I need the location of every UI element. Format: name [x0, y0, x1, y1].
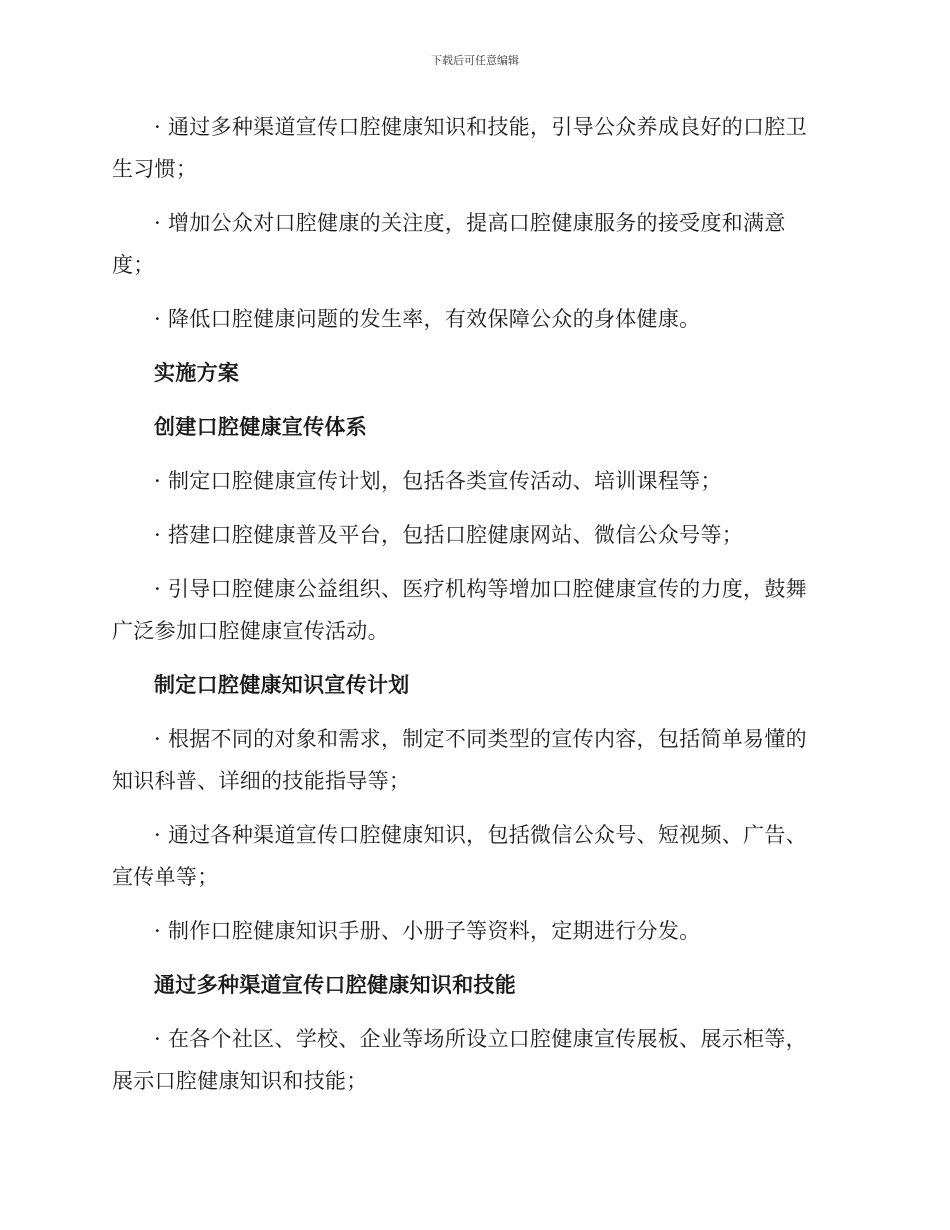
- header-note: 下载后可任意编辑: [431, 54, 519, 67]
- subsection-heading: 创建口腔健康宣传体系: [154, 414, 367, 439]
- bullet-paragraph: · 制作口腔健康知识手册、小册子等资料，定期进行分发。: [154, 919, 701, 943]
- bullet-paragraph: · 搭建口腔健康普及平台，包括口腔健康网站、微信公众号等；: [154, 523, 744, 547]
- section-heading: 实施方案: [154, 360, 240, 385]
- bullet-paragraph: · 通过多种渠道宣传口腔健康知识和技能，引导公众养成良好的口腔卫生习惯；: [112, 115, 807, 181]
- bullet-paragraph: · 通过各种渠道宣传口腔健康知识，包括微信公众号、短视频、广告、宣传单等；: [112, 823, 807, 889]
- subsection-heading: 制定口腔健康知识宣传计划: [154, 672, 410, 697]
- subsection-heading: 通过多种渠道宣传口腔健康知识和技能: [154, 972, 517, 997]
- bullet-paragraph: · 在各个社区、学校、企业等场所设立口腔健康宣传展板、展示柜等，展示口腔健康知识和技能；: [112, 1027, 807, 1093]
- bullet-paragraph: · 根据不同的对象和需求，制定不同类型的宣传内容，包括简单易懂的知识科普、详细的技能指导等；: [112, 727, 807, 793]
- bullet-paragraph: · 制定口腔健康宣传计划，包括各类宣传活动、培训课程等；: [154, 469, 722, 493]
- bullet-paragraph: · 增加公众对口腔健康的关注度，提高口腔健康服务的接受度和满意度；: [112, 211, 786, 277]
- bullet-paragraph: · 引导口腔健康公益组织、医疗机构等增加口腔健康宣传的力度，鼓舞广泛参加口腔健康宣传活动。: [112, 577, 807, 643]
- bullet-paragraph: · 降低口腔健康问题的发生率，有效保障公众的身体健康。: [154, 307, 701, 331]
- document-body: [112, 106, 824, 1102]
